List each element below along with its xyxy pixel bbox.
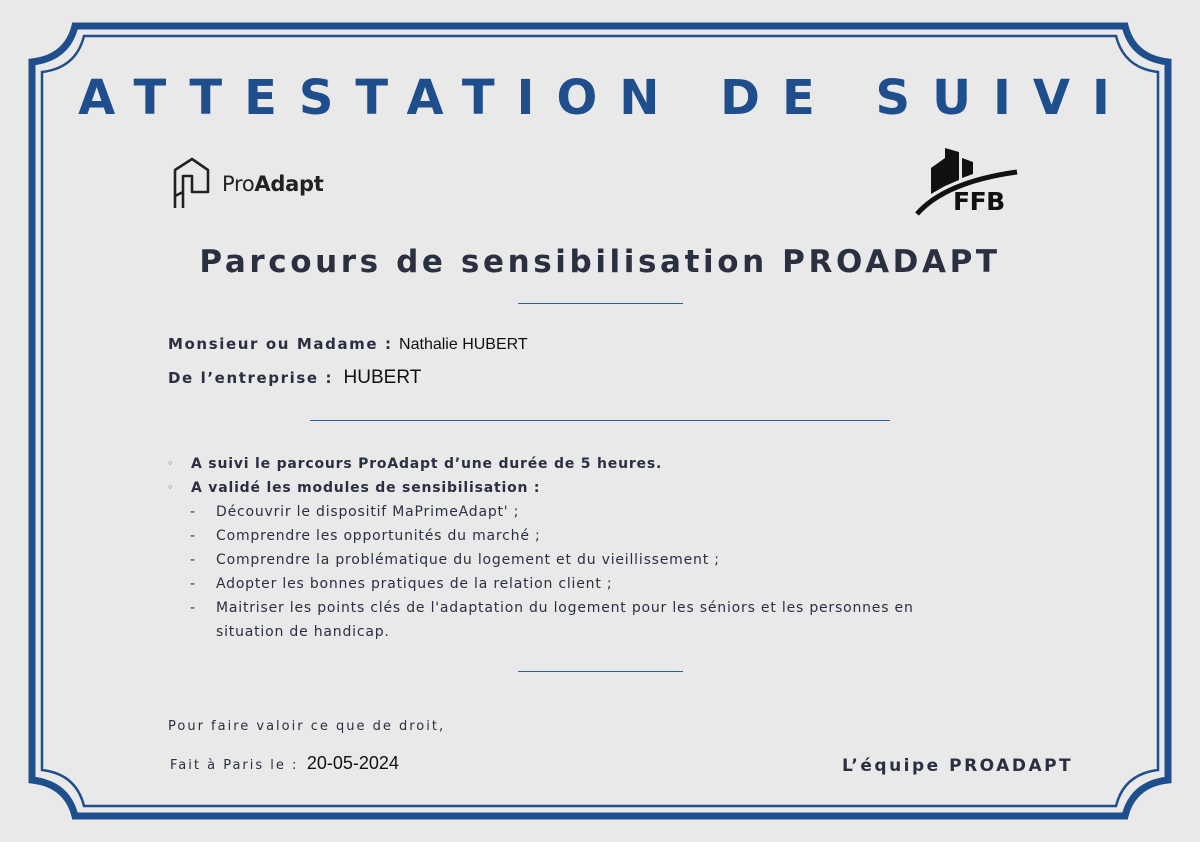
person-label: Monsieur ou Madame : bbox=[168, 335, 393, 353]
company-row bbox=[168, 367, 421, 389]
dash-icon: - bbox=[190, 528, 196, 544]
course-subtitle: Parcours de sensibilisation PROADAPT bbox=[199, 244, 1001, 280]
person-value: Nathalie HUBERT bbox=[399, 336, 528, 353]
achievements-list bbox=[0, 452, 1200, 652]
proadapt-wordmark-pro: Pro bbox=[222, 172, 255, 196]
issue-date: 20-05-2024 bbox=[306, 753, 399, 773]
bullet-icon: ◦ bbox=[167, 481, 175, 494]
module-item: Découvrir le dispositif MaPrimeAdapt' ; bbox=[216, 504, 520, 520]
dash-icon: - bbox=[190, 552, 196, 568]
valoir-text: Pour faire valoir ce que de droit, bbox=[168, 719, 446, 734]
person-row bbox=[168, 335, 528, 354]
place-date-row bbox=[170, 753, 399, 774]
team-signature: L’équipe PROADAPT bbox=[842, 756, 1074, 776]
module-item-continued: situation de handicap. bbox=[216, 624, 390, 640]
proadapt-house-icon bbox=[172, 156, 212, 212]
company-label: De l’entreprise : bbox=[168, 369, 334, 387]
module-item: Maitriser les points clés de l'adaptation du logement pour les séniors et les personnes en bbox=[216, 600, 914, 616]
list-item: A validé les modules de sensibilisation : bbox=[191, 480, 541, 496]
dash-icon: - bbox=[190, 576, 196, 592]
place-label: Fait à Paris le : bbox=[170, 758, 299, 773]
proadapt-wordmark-adapt: Adapt bbox=[254, 172, 324, 196]
module-item: Adopter les bonnes pratiques de la relation client ; bbox=[216, 576, 613, 592]
module-item: Comprendre les opportunités du marché ; bbox=[216, 528, 541, 544]
divider-top bbox=[518, 303, 683, 304]
bullet-icon: ◦ bbox=[167, 457, 175, 470]
module-item: Comprendre la problématique du logement et du vieillissement ; bbox=[216, 552, 720, 568]
dash-icon: - bbox=[190, 600, 196, 616]
list-item: A suivi le parcours ProAdapt d’une durée de 5 heures. bbox=[191, 456, 663, 472]
proadapt-logo bbox=[172, 156, 362, 212]
ffb-text: FFB bbox=[953, 187, 1005, 216]
divider-middle bbox=[310, 420, 890, 421]
ffb-logo bbox=[915, 146, 1020, 218]
company-value: HUBERT bbox=[343, 367, 422, 388]
divider-bottom bbox=[518, 671, 683, 672]
certificate-title: ATTESTATION DE SUIVI bbox=[78, 70, 1132, 126]
dash-icon: - bbox=[190, 504, 196, 520]
